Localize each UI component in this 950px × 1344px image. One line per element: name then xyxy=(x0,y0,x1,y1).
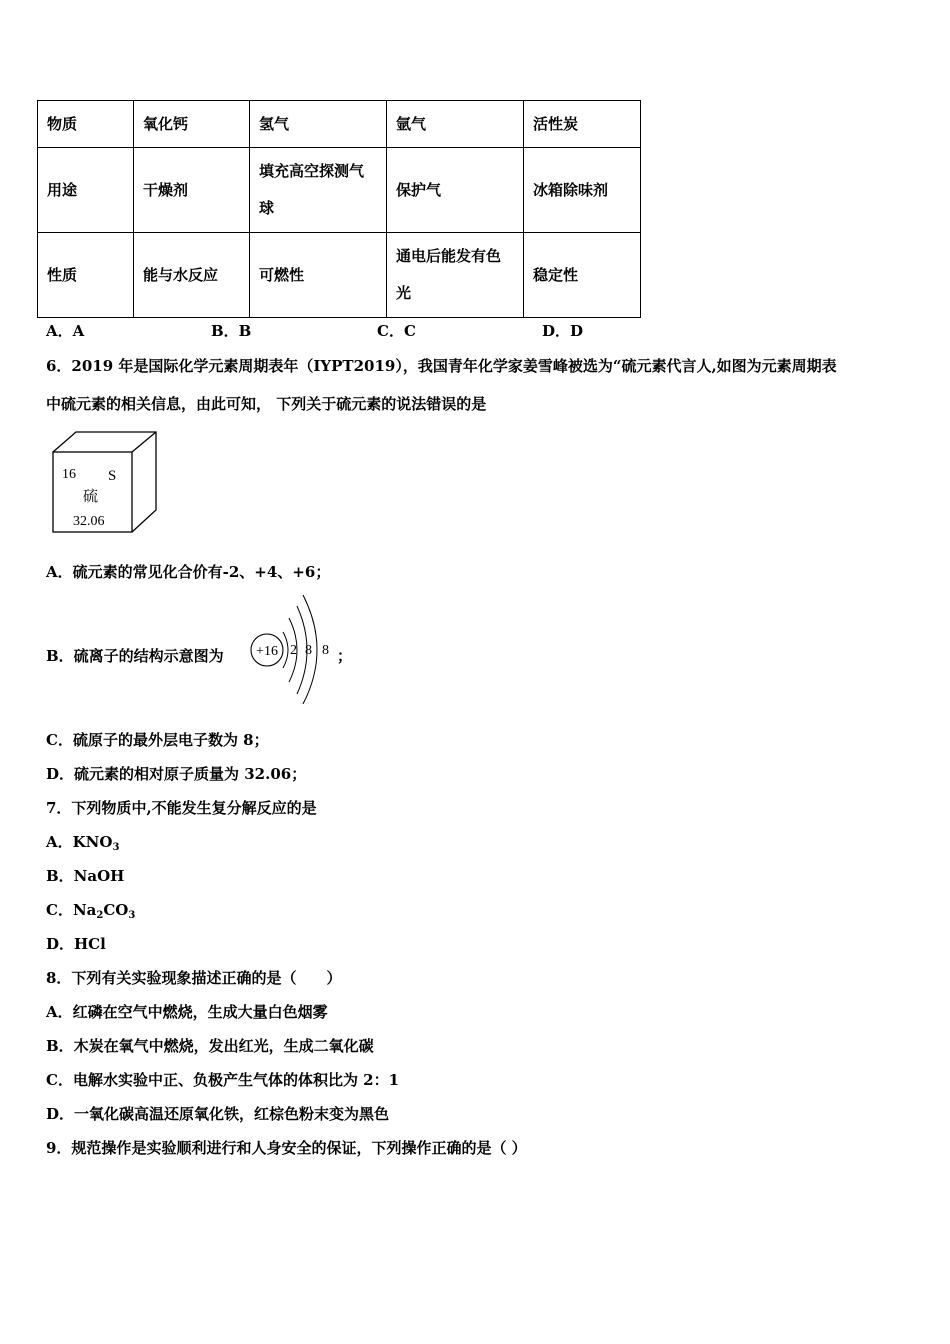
table-cell: 冰箱除味剂 xyxy=(524,148,641,233)
table-cell: 填充高空探测气球 xyxy=(250,148,387,233)
option-a: A．A xyxy=(46,322,85,340)
option-b-text: B．硫离子的结构示意图为 xyxy=(46,647,224,665)
q7-option-a: A．$KNO_3$ xyxy=(46,833,120,853)
shell-electrons: 2 xyxy=(290,643,297,658)
table-cell: 稳定性 xyxy=(524,233,641,318)
table-cell: 性质 xyxy=(38,233,134,318)
element-name: 硫 xyxy=(83,487,99,505)
shell-electrons: 8 xyxy=(322,643,329,658)
q8-stem: 8．下列有关实验现象描述正确的是（ ） xyxy=(46,969,342,987)
table-cell: 干燥剂 xyxy=(134,148,250,233)
q6-option-b xyxy=(46,645,224,666)
atomic-number: 16 xyxy=(62,467,76,482)
q8-option-b: B．木炭在氧气中燃烧，发出红光，生成二氧化碳 xyxy=(46,1037,374,1055)
option-c: C．C xyxy=(377,322,416,340)
table-cell: 氩气 xyxy=(387,101,524,148)
table-cell: 通电后能发有色光 xyxy=(387,233,524,318)
option-d: D．D xyxy=(542,322,584,340)
q6-stem-line1: 6．2019 年是国际化学元素周期表年（IYPT2019），我国青年化学家姜雪峰被选为“硫元素代言人,如图为元素周期表 xyxy=(46,357,837,375)
option-b: B．B xyxy=(211,322,252,340)
q9-stem: 9．规范操作是实验顺利进行和人身安全的保证，下列操作正确的是（ ） xyxy=(46,1139,527,1157)
table-cell: 活性炭 xyxy=(524,101,641,148)
element-symbol: S xyxy=(108,468,117,484)
table-cell: 氢气 xyxy=(250,101,387,148)
q6-option-d: D．硫元素的相对原子质量为 32.06； xyxy=(46,765,307,783)
table-row xyxy=(38,148,641,233)
q7-option-b: B．NaOH xyxy=(46,867,125,885)
table-row xyxy=(38,233,641,318)
q7-stem: 7．下列物质中,不能发生复分解反应的是 xyxy=(46,799,317,817)
table-cell: 能与水反应 xyxy=(134,233,250,318)
table-cell: 保护气 xyxy=(387,148,524,233)
sulfur-element-card xyxy=(50,430,160,536)
table-cell: 用途 xyxy=(38,148,134,233)
q7-option-c: C．$Na_2CO_3$ xyxy=(46,901,136,921)
substance-table xyxy=(37,100,641,318)
option-b-end: ； xyxy=(337,647,353,665)
shell-electrons: 8 xyxy=(305,643,312,658)
table-cell: 氧化钙 xyxy=(134,101,250,148)
q7-option-d: D．HCl xyxy=(46,935,106,953)
table-cell: 可燃性 xyxy=(250,233,387,318)
table-row xyxy=(38,101,641,148)
atomic-mass: 32.06 xyxy=(73,514,105,529)
nucleus-charge: +16 xyxy=(256,644,278,659)
q6-option-c: C．硫原子的最外层电子数为 8； xyxy=(46,731,269,749)
table-cell: 物质 xyxy=(38,101,134,148)
q8-option-d: D．一氧化碳高温还原氧化铁，红棕色粉末变为黑色 xyxy=(46,1105,390,1123)
q6-option-a: A．硫元素的常见化合价有-2、+4、+6； xyxy=(46,563,331,581)
q6-stem-line2: 中硫元素的相关信息，由此可知， 下列关于硫元素的说法错误的是 xyxy=(46,395,487,413)
q8-option-c: C．电解水实验中正、负极产生气体的体积比为 2：1 xyxy=(46,1071,400,1089)
q8-option-a: A．红磷在空气中燃烧，生成大量白色烟雾 xyxy=(46,1003,328,1021)
